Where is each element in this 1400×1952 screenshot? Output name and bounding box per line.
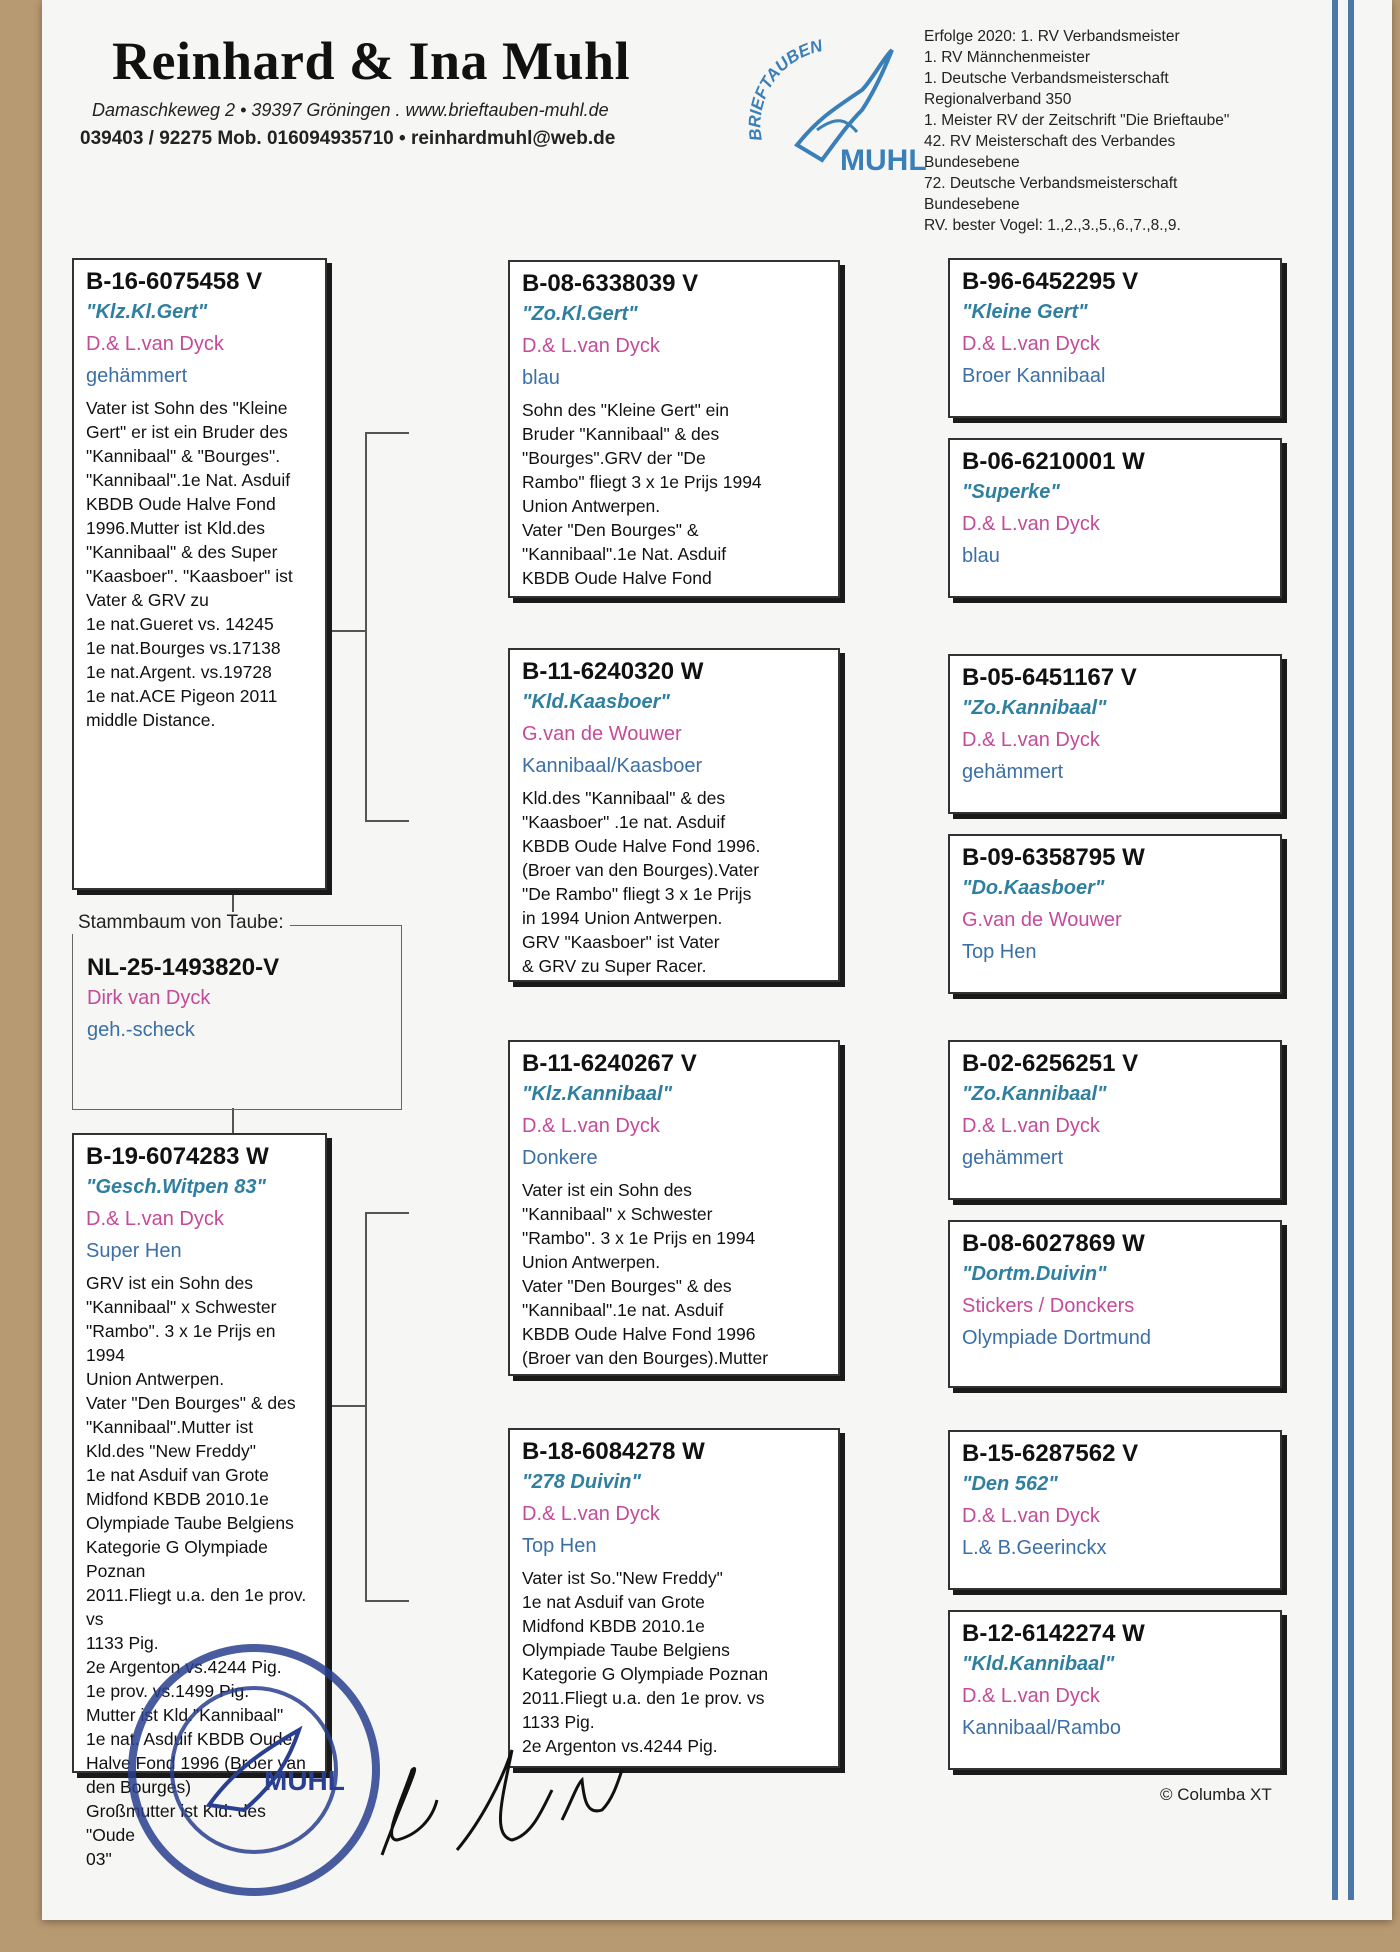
breeder: D.& L.van Dyck bbox=[962, 513, 1100, 535]
great-grandparent-box bbox=[948, 1430, 1282, 1590]
color: gehämmert bbox=[86, 365, 188, 387]
connector bbox=[365, 432, 367, 820]
description: GRV ist ein Sohn des "Kannibaal" x Schwester "Rambo". 3 x 1e Prijs en 1994 Union Antwerpen. Vater "Den Bourges" & des "Kannibaal".Mutter ist Kld.des "New Freddy" 1e nat Asduif van Grote Midfond KBDB 2010.1e Olympiade Taube Belgiens Kategorie G Olympiade Poznan 2011.Fliegt u.a. den 1e prov. vs 1133 Pig. 2e Argenton vs.4244 Pig. 1e prov. vs.1499 Pig. Mutter ist Kld."Kannibaal" 1e nat. Asduif KBDB Oude Halve Fond 1996 (Broer van den Bourges) Großmutter ist Kld. des "Oude 03" bbox=[86, 1273, 307, 1869]
great-grandparent-box bbox=[948, 654, 1282, 814]
pigeon-name: "Kld.Kannibaal" bbox=[962, 1653, 1115, 1675]
pigeon-name: "Do.Kaasboer" bbox=[962, 877, 1105, 899]
breeder: D.& L.van Dyck bbox=[962, 333, 1100, 355]
ring-number: B-02-6256251 V bbox=[962, 1050, 1139, 1077]
svg-text:MUHL: MUHL bbox=[264, 1765, 345, 1796]
success-line: 1. Deutsche Verbandsmeisterschaft bbox=[924, 70, 1169, 87]
ring-number: B-08-6338039 V bbox=[522, 270, 699, 297]
color: gehämmert bbox=[962, 761, 1064, 783]
description: Kld.des "Kannibaal" & des "Kaasboer" .1e nat. Asduif KBDB Oude Halve Fond 1996. (Broer van den Bourges).Vater "De Rambo" fliegt 3 x 1e Prijs in 1994 Union Antwerpen. GRV "Kaasboer" ist Vater & GRV zu Super Racer. bbox=[522, 788, 761, 976]
breeder: G.van de Wouwer bbox=[962, 909, 1122, 931]
breeder-phone: 039403 / 92275 Mob. 016094935710 • reinhardmuhl@web.de bbox=[80, 128, 616, 149]
breeder: D.& L.van Dyck bbox=[522, 1503, 660, 1525]
ring-number: B-11-6240267 V bbox=[522, 1050, 697, 1077]
subject-box bbox=[72, 925, 402, 1110]
ring-number: B-19-6074283 W bbox=[86, 1143, 269, 1170]
connector bbox=[365, 1212, 367, 1600]
ring-number: B-08-6027869 W bbox=[962, 1230, 1145, 1257]
great-grandparent-box bbox=[948, 438, 1282, 598]
pigeon-name: "Superke" bbox=[962, 481, 1060, 503]
pigeon-name: "Dortm.Duivin" bbox=[962, 1263, 1107, 1285]
breeder: D.& L.van Dyck bbox=[86, 333, 224, 355]
pigeon-name: "Klz.Kl.Gert" bbox=[86, 301, 208, 323]
connector bbox=[365, 1212, 409, 1214]
pigeon-name: "Kleine Gert" bbox=[962, 301, 1088, 323]
color: Super Hen bbox=[86, 1240, 182, 1262]
color: blau bbox=[522, 367, 560, 389]
connector bbox=[327, 630, 365, 632]
pigeon-name: "Zo.Kl.Gert" bbox=[522, 303, 638, 325]
copyright: © Columba XT bbox=[1160, 1785, 1272, 1804]
connector bbox=[327, 1405, 365, 1407]
color: geh.-scheck bbox=[87, 1019, 195, 1041]
color: Top Hen bbox=[522, 1535, 597, 1557]
connector bbox=[232, 1108, 234, 1133]
breeder-address: Damaschkeweg 2 • 39397 Gröningen . www.brieftauben-muhl.de bbox=[92, 100, 609, 120]
breeder: Stickers / Donckers bbox=[962, 1295, 1135, 1317]
color: gehämmert bbox=[962, 1147, 1064, 1169]
ring-number: B-18-6084278 W bbox=[522, 1438, 705, 1465]
success-line: 1. Meister RV der Zeitschrift "Die Brieftaube" bbox=[924, 112, 1230, 129]
ring-number: B-09-6358795 W bbox=[962, 844, 1145, 871]
great-grandparent-box bbox=[948, 1220, 1282, 1388]
pigeon-name: "Kld.Kaasboer" bbox=[522, 691, 670, 713]
color: Donkere bbox=[522, 1147, 598, 1169]
breeder: D.& L.van Dyck bbox=[522, 1115, 660, 1137]
dove-logo-icon bbox=[722, 20, 942, 190]
subject-legend: Stammbaum von Taube: bbox=[72, 912, 290, 934]
pigeon-name: "Gesch.Witpen 83" bbox=[86, 1176, 266, 1198]
connector bbox=[365, 1600, 409, 1602]
grandparent-box bbox=[508, 648, 840, 982]
club-stamp-icon bbox=[124, 1640, 384, 1900]
color: Kannibaal/Kaasboer bbox=[522, 755, 703, 777]
great-grandparent-box bbox=[948, 258, 1282, 418]
success-list bbox=[924, 26, 1304, 236]
pigeon-name: "Klz.Kannibaal" bbox=[522, 1083, 673, 1105]
success-line: Bundesebene bbox=[924, 154, 1020, 171]
color: Broer Kannibaal bbox=[962, 365, 1106, 387]
breeder: Dirk van Dyck bbox=[87, 987, 211, 1009]
pigeon-name: "278 Duivin" bbox=[522, 1471, 642, 1493]
margin-line-1 bbox=[1332, 0, 1338, 1900]
success-line: 42. RV Meisterschaft des Verbandes bbox=[924, 133, 1176, 150]
success-line: 72. Deutsche Verbandsmeisterschaft bbox=[924, 175, 1178, 192]
pedigree-sheet bbox=[42, 0, 1392, 1920]
grandparent-box bbox=[508, 1040, 840, 1376]
color: Top Hen bbox=[962, 941, 1037, 963]
pigeon-name: "Zo.Kannibaal" bbox=[962, 697, 1107, 719]
breeder: D.& L.van Dyck bbox=[962, 1505, 1100, 1527]
breeder: D.& L.van Dyck bbox=[962, 729, 1100, 751]
ring-number: B-16-6075458 V bbox=[86, 268, 263, 295]
success-line: Regionalverband 350 bbox=[924, 91, 1072, 108]
breeder: D.& L.van Dyck bbox=[522, 335, 660, 357]
description: Vater ist So."New Freddy" 1e nat Asduif van Grote Midfond KBDB 2010.1e Olympiade Taube Belgiens Kategorie G Olympiade Poznan 2011.Fliegt u.a. den 1e prov. vs 1133 Pig. 2e Argenton vs.4244 Pig. bbox=[522, 1568, 769, 1756]
color: blau bbox=[962, 545, 1000, 567]
ring-number: B-11-6240320 W bbox=[522, 658, 704, 685]
color: Olympiade Dortmund bbox=[962, 1327, 1151, 1349]
great-grandparent-box bbox=[948, 1610, 1282, 1770]
logo-text: MUHL bbox=[840, 144, 927, 177]
grandparent-box bbox=[508, 1428, 840, 1768]
ring-number: B-96-6452295 V bbox=[962, 268, 1139, 295]
pigeon-name: "Zo.Kannibaal" bbox=[962, 1083, 1107, 1105]
success-line: RV. bester Vogel: 1.,2.,3.,5.,6.,7.,8.,9. bbox=[924, 217, 1181, 234]
ring-number: B-05-6451167 V bbox=[962, 664, 1137, 691]
success-line: Bundesebene bbox=[924, 196, 1020, 213]
breeder-name: Reinhard & Ina Muhl bbox=[112, 31, 631, 91]
color: Kannibaal/Rambo bbox=[962, 1717, 1121, 1739]
ring-number: B-06-6210001 W bbox=[962, 448, 1145, 475]
success-line: 1. RV Männchenmeister bbox=[924, 49, 1090, 66]
breeder: D.& L.van Dyck bbox=[962, 1685, 1100, 1707]
breeder: G.van de Wouwer bbox=[522, 723, 682, 745]
logo-arc-text: BRIEFTAUBEN bbox=[745, 36, 825, 142]
description: Vater ist ein Sohn des "Kannibaal" x Schwester "Rambo". 3 x 1e Prijs en 1994 Union Antwerpen. Vater "Den Bourges" & des "Kannibaal".1e nat. Asduif KBDB Oude Halve Fond 1996 (Broer van den Bourges).Mutter bbox=[522, 1180, 769, 1368]
margin-line-2 bbox=[1348, 0, 1354, 1900]
ring-number: B-15-6287562 V bbox=[962, 1440, 1139, 1467]
breeder: D.& L.van Dyck bbox=[962, 1115, 1100, 1137]
great-grandparent-box bbox=[948, 834, 1282, 994]
connector bbox=[365, 820, 409, 822]
description: Sohn des "Kleine Gert" ein Bruder "Kannibaal" & des "Bourges".GRV der "De Rambo" fliegt 3 x 1e Prijs 1994 Union Antwerpen. Vater "Den Bourges" & "Kannibaal".1e Nat. Asduif KBDB Oude Halve Fond bbox=[522, 400, 762, 588]
ring-number: B-12-6142274 W bbox=[962, 1620, 1145, 1647]
breeder: D.& L.van Dyck bbox=[86, 1208, 224, 1230]
connector bbox=[365, 432, 409, 434]
color: L.& B.Geerinckx bbox=[962, 1537, 1107, 1559]
signature-icon bbox=[362, 1740, 682, 1870]
grandparent-box bbox=[508, 260, 840, 598]
pigeon-name: "Den 562" bbox=[962, 1473, 1058, 1495]
ring-number: NL-25-1493820-V bbox=[87, 954, 280, 981]
success-line: Erfolge 2020: 1. RV Verbandsmeister bbox=[924, 28, 1180, 45]
father-box bbox=[72, 258, 327, 890]
great-grandparent-box bbox=[948, 1040, 1282, 1200]
description: Vater ist Sohn des "Kleine Gert" er ist ein Bruder des "Kannibaal" & "Bourges". "Kannibaal".1e Nat. Asduif KBDB Oude Halve Fond 1996.Mutter ist Kld.des "Kannibaal" & des Super "Kaasboer". "Kaasboer" ist Vater & GRV zu 1e nat.Gueret vs. 14245 1e nat.Bourges vs.17138 1e nat.Argent. vs.19728 1e nat.ACE Pigeon 2011 middle Distance. bbox=[86, 398, 293, 730]
